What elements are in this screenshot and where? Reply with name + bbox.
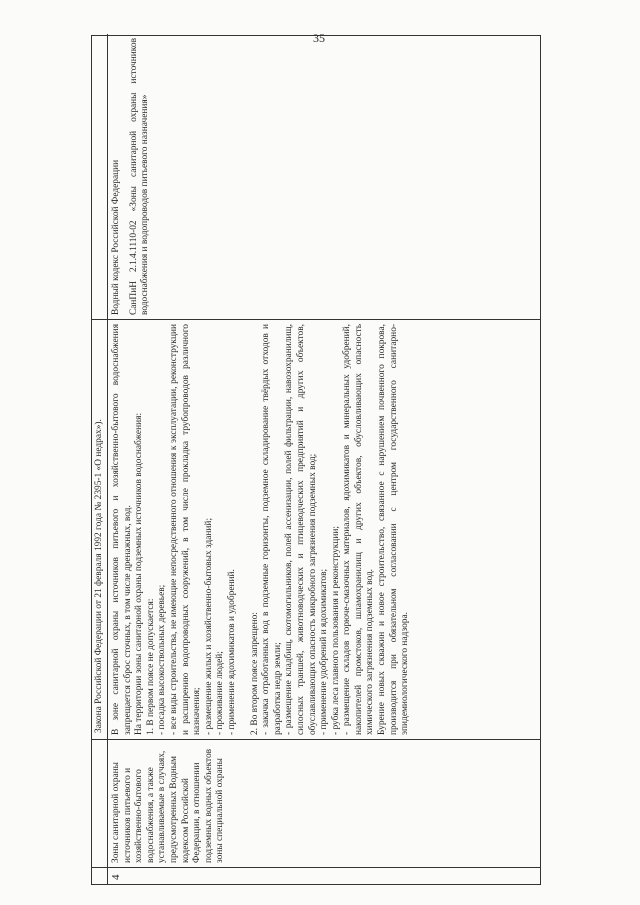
requirement-line: - размещение складов горюче-смазочных материалов, ядохимикатов и минеральных удобрений, накопителей промстоков, шламохранилищ и других объектов, обусловливающих опасность химического загрязнения подземных вод. bbox=[342, 324, 376, 735]
rotated-table-wrapper bbox=[91, 35, 541, 885]
header-cell-subject bbox=[92, 739, 107, 867]
requirement-line: - размещение кладбищ, скотомогильников, полей ассенизации, полей фильтрации, навозохранилищ, силосных траншей, животноводческих и птицеводческих предприятий и других объектов, обуславливающих опасность микробного загрязнения подземных вод; bbox=[284, 324, 318, 735]
header-cell-number bbox=[92, 867, 107, 884]
header-cell-documents bbox=[92, 34, 107, 319]
subject-text: Зоны санитарной охраны источников питьевого и хозяйственно-бытового водоснабжения, а также устанавливаемые в случаях, предусмотренных Водным кодексом Российской Федерации, в отношении подземных водных объектов зоны специальной охраны bbox=[111, 748, 226, 863]
document-reference: Водный кодекс Российской Федерации bbox=[111, 159, 121, 315]
requirement-line: - посадка высокоствольных деревьев; bbox=[157, 584, 168, 735]
table-header-row bbox=[92, 34, 108, 884]
regulations-table bbox=[91, 35, 541, 885]
requirement-line: - проживание людей; bbox=[215, 651, 226, 735]
row-number: 4 bbox=[110, 874, 122, 880]
header-cell-law-reference bbox=[92, 319, 107, 739]
law-reference-text: Закона Российской Федерации от 21 февраля 1992 года № 2395-1 «О недрах»). bbox=[94, 419, 104, 733]
documents-cell bbox=[108, 34, 540, 319]
requirement-line: 1. В первом поясе не допускается: bbox=[145, 598, 156, 735]
requirement-line: - размещение жилых и хозяйственно-бытовых зданий; bbox=[203, 517, 214, 735]
page-number: 35 bbox=[313, 31, 325, 45]
requirement-line: - все виды строительства, не имеющие непосредственного отношения к эксплуатации, реконструкции и расширению водопроводных сооружений, в том числе прокладка трубопроводов различного назначения; bbox=[168, 324, 203, 735]
requirements-cell bbox=[108, 319, 540, 739]
table-row bbox=[108, 34, 540, 884]
requirement-line: - применение ядохимикатов и удобрений. bbox=[226, 569, 237, 735]
requirement-line: В зоне санитарной охраны источников питьевого и хозяйственно-бытового водоснабжения запрещается сброс сточных, в том числе дренажных, вод. bbox=[111, 324, 133, 735]
requirement-line: На территории зоны санитарной охраны подземных источников водоснабжения: bbox=[134, 412, 145, 735]
requirements-spacer bbox=[239, 324, 250, 735]
document-reference: СанПиН 2.1.4.1110-02 «Зоны санитарной охраны источников водоснабжения и водопроводов питьевого назначения» bbox=[128, 38, 151, 315]
row-number-cell bbox=[108, 867, 540, 884]
requirement-line: Бурение новых скважин и новое строительство, связанное с нарушением почвенного покрова, производится при обязательном согласовании с центром государственного санитарно-эпидемиологического надзора. bbox=[377, 324, 411, 735]
requirement-line: - применение удобрений и ядохимикатов; bbox=[319, 568, 330, 735]
requirement-line: 2. Во втором поясе запрещено: bbox=[249, 612, 260, 735]
requirement-line: - закачка отработанных вод в подземные горизонты, подземное складирование твёрдых отходов и разработка недр земли; bbox=[261, 324, 283, 735]
requirement-line: - рубка леса главного пользования и реконструкции; bbox=[330, 526, 341, 735]
subject-cell bbox=[108, 739, 540, 867]
